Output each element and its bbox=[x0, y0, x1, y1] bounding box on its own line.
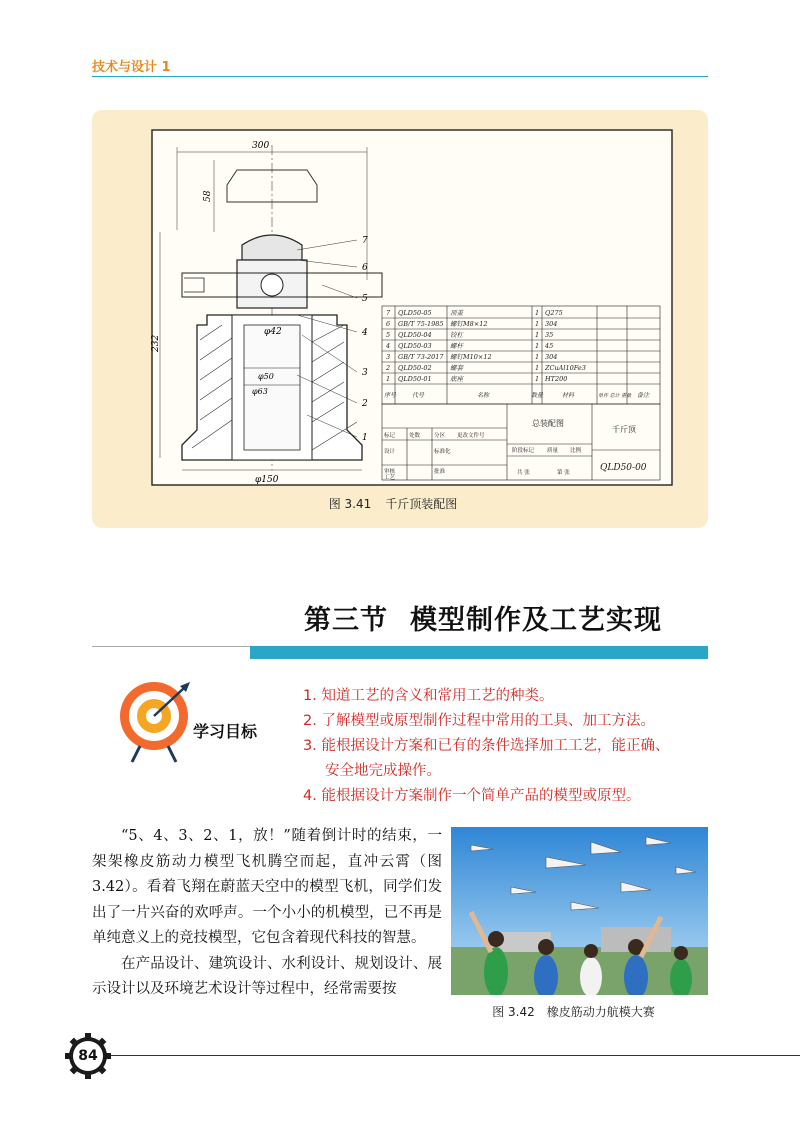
figure-title: 橡皮筋动力航模大赛 bbox=[546, 1005, 655, 1019]
figure-number: 图 3.42 bbox=[492, 1005, 535, 1019]
objectives-list bbox=[303, 684, 713, 809]
dim-d63: φ63 bbox=[252, 387, 268, 396]
svg-text:1: 1 bbox=[535, 353, 540, 361]
svg-text:1: 1 bbox=[535, 331, 540, 339]
svg-text:4: 4 bbox=[386, 342, 391, 350]
svg-text:比例: 比例 bbox=[570, 448, 582, 454]
dim-height-top: 58 bbox=[203, 190, 213, 202]
svg-text:第 张: 第 张 bbox=[557, 470, 570, 476]
svg-text:螺钉M10×12: 螺钉M10×12 bbox=[450, 353, 492, 361]
list-item: 4. 能根据设计方案制作一个简单产品的模型或原型。 bbox=[303, 788, 641, 804]
svg-text:铰杠: 铰杠 bbox=[450, 331, 463, 339]
list-item: 1. 知道工艺的含义和常用工艺的种类。 bbox=[303, 688, 554, 704]
svg-text:螺套: 螺套 bbox=[450, 364, 463, 372]
svg-text:6: 6 bbox=[386, 320, 391, 328]
dim-d150: φ150 bbox=[255, 475, 279, 485]
part-label: 6 bbox=[362, 263, 368, 273]
svg-text:批准: 批准 bbox=[434, 469, 446, 475]
svg-text:阶段标记: 阶段标记 bbox=[512, 448, 535, 454]
jack-assembly-drawing bbox=[92, 110, 708, 528]
svg-text:QLD50-01: QLD50-01 bbox=[398, 375, 432, 383]
svg-text:数量: 数量 bbox=[531, 392, 544, 399]
svg-text:QLD50-02: QLD50-02 bbox=[398, 364, 432, 372]
svg-text:QLD50-03: QLD50-03 bbox=[398, 342, 432, 350]
svg-text:标准化: 标准化 bbox=[434, 449, 451, 455]
svg-text:1: 1 bbox=[386, 375, 391, 383]
list-item: 安全地完成操作。 bbox=[325, 763, 441, 779]
body-text bbox=[92, 824, 442, 1003]
footer-rule bbox=[108, 1055, 800, 1056]
svg-text:工艺: 工艺 bbox=[384, 475, 396, 481]
svg-text:顶盖: 顶盖 bbox=[450, 309, 463, 317]
figure-caption bbox=[92, 495, 708, 512]
svg-text:1: 1 bbox=[535, 342, 540, 350]
svg-text:更改文件号: 更改文件号 bbox=[457, 433, 485, 439]
section-number: 第三节 bbox=[304, 605, 388, 636]
svg-text:1: 1 bbox=[535, 375, 540, 383]
svg-text:3: 3 bbox=[386, 353, 391, 361]
svg-text:HT200: HT200 bbox=[545, 375, 568, 383]
dim-height-total: 232 bbox=[151, 334, 161, 352]
dim-d42: φ42 bbox=[264, 327, 282, 337]
svg-text:代号: 代号 bbox=[412, 392, 425, 399]
part-label: 5 bbox=[362, 294, 368, 304]
svg-text:GB/T 75-1985: GB/T 75-1985 bbox=[398, 320, 444, 328]
svg-text:2: 2 bbox=[386, 364, 391, 372]
svg-text:QLD50-05: QLD50-05 bbox=[398, 309, 432, 317]
section-name: 模型制作及工艺实现 bbox=[410, 605, 662, 636]
figure-3-41 bbox=[92, 110, 708, 528]
svg-text:7: 7 bbox=[386, 309, 391, 317]
svg-text:ZCuAl10Fe3: ZCuAl10Fe3 bbox=[545, 364, 586, 372]
list-item: 3. 能根据设计方案和已有的条件选择加工工艺，能正确、 bbox=[303, 738, 670, 754]
svg-text:标记: 标记 bbox=[384, 433, 396, 439]
dim-top-width: 300 bbox=[252, 141, 270, 151]
title-accent-bar bbox=[250, 646, 708, 659]
part-label: 7 bbox=[362, 236, 368, 246]
svg-text:序号: 序号 bbox=[384, 392, 397, 399]
svg-text:1: 1 bbox=[535, 309, 540, 317]
list-item: 2. 了解模型或原型制作过程中常用的工具、加工方法。 bbox=[303, 713, 655, 729]
svg-text:GB/T 73-2017: GB/T 73-2017 bbox=[398, 353, 444, 361]
svg-text:1: 1 bbox=[535, 320, 540, 328]
paragraph: “5、4、3、2、1，放！”随着倒计时的结束，一架架橡皮筋动力模型飞机腾空而起，直冲云霄（图 3.42）。看着飞翔在蔚蓝天空中的模型飞机，同学们发出了一片兴奋的欢呼声。一个小小的机模型，已不再是单纯意义上的竞技模型，它包含着现代科技的智慧。 bbox=[92, 828, 442, 946]
svg-text:QLD50-04: QLD50-04 bbox=[398, 331, 432, 339]
svg-text:处数: 处数 bbox=[409, 433, 421, 439]
svg-text:分区: 分区 bbox=[434, 433, 446, 439]
part-label: 1 bbox=[362, 433, 368, 443]
target-icon bbox=[118, 680, 194, 764]
svg-text:Q275: Q275 bbox=[545, 309, 563, 317]
svg-text:螺杆: 螺杆 bbox=[450, 342, 463, 350]
figure-number: 图 3.41 bbox=[328, 497, 372, 511]
part-label: 4 bbox=[362, 328, 368, 338]
running-header: 技术与设计 1 bbox=[92, 60, 171, 75]
svg-text:5: 5 bbox=[386, 331, 391, 339]
objectives-label: 学习目标 bbox=[193, 722, 258, 741]
svg-text:名称: 名称 bbox=[477, 392, 490, 399]
drawing-number: QLD50-00 bbox=[600, 463, 647, 473]
svg-text:备注: 备注 bbox=[637, 392, 650, 399]
svg-text:304: 304 bbox=[545, 353, 558, 361]
header-rule bbox=[92, 76, 708, 77]
svg-text:审核: 审核 bbox=[384, 469, 396, 475]
svg-text:质量: 质量 bbox=[547, 448, 559, 454]
svg-text:1: 1 bbox=[535, 364, 540, 372]
paragraph: 在产品设计、建筑设计、水利设计、规划设计、展示设计以及环境艺术设计等过程中，经常需要按 bbox=[92, 955, 442, 997]
svg-text:底座: 底座 bbox=[450, 375, 463, 383]
svg-text:单件 总计 重量: 单件 总计 重量 bbox=[598, 393, 632, 399]
part-label: 3 bbox=[362, 368, 368, 378]
part-label: 2 bbox=[362, 399, 368, 409]
figure-caption bbox=[451, 1003, 708, 1020]
svg-text:304: 304 bbox=[545, 320, 558, 328]
svg-text:设计: 设计 bbox=[384, 449, 396, 455]
page-number: 84 bbox=[78, 1048, 98, 1064]
section-title bbox=[304, 598, 662, 637]
dim-d50: φ50 bbox=[258, 372, 274, 381]
svg-text:45: 45 bbox=[545, 342, 554, 350]
svg-text:35: 35 bbox=[545, 331, 554, 339]
drawing-name: 总装配图 bbox=[532, 419, 564, 428]
model-plane-photo bbox=[451, 827, 708, 995]
svg-text:螺钉M8×12: 螺钉M8×12 bbox=[450, 320, 488, 328]
figure-title: 千斤顶装配图 bbox=[385, 497, 458, 511]
svg-text:共 张: 共 张 bbox=[517, 470, 530, 476]
title-rule bbox=[92, 646, 250, 647]
product-name: 千斤顶 bbox=[612, 425, 636, 434]
svg-text:材料: 材料 bbox=[562, 392, 575, 399]
